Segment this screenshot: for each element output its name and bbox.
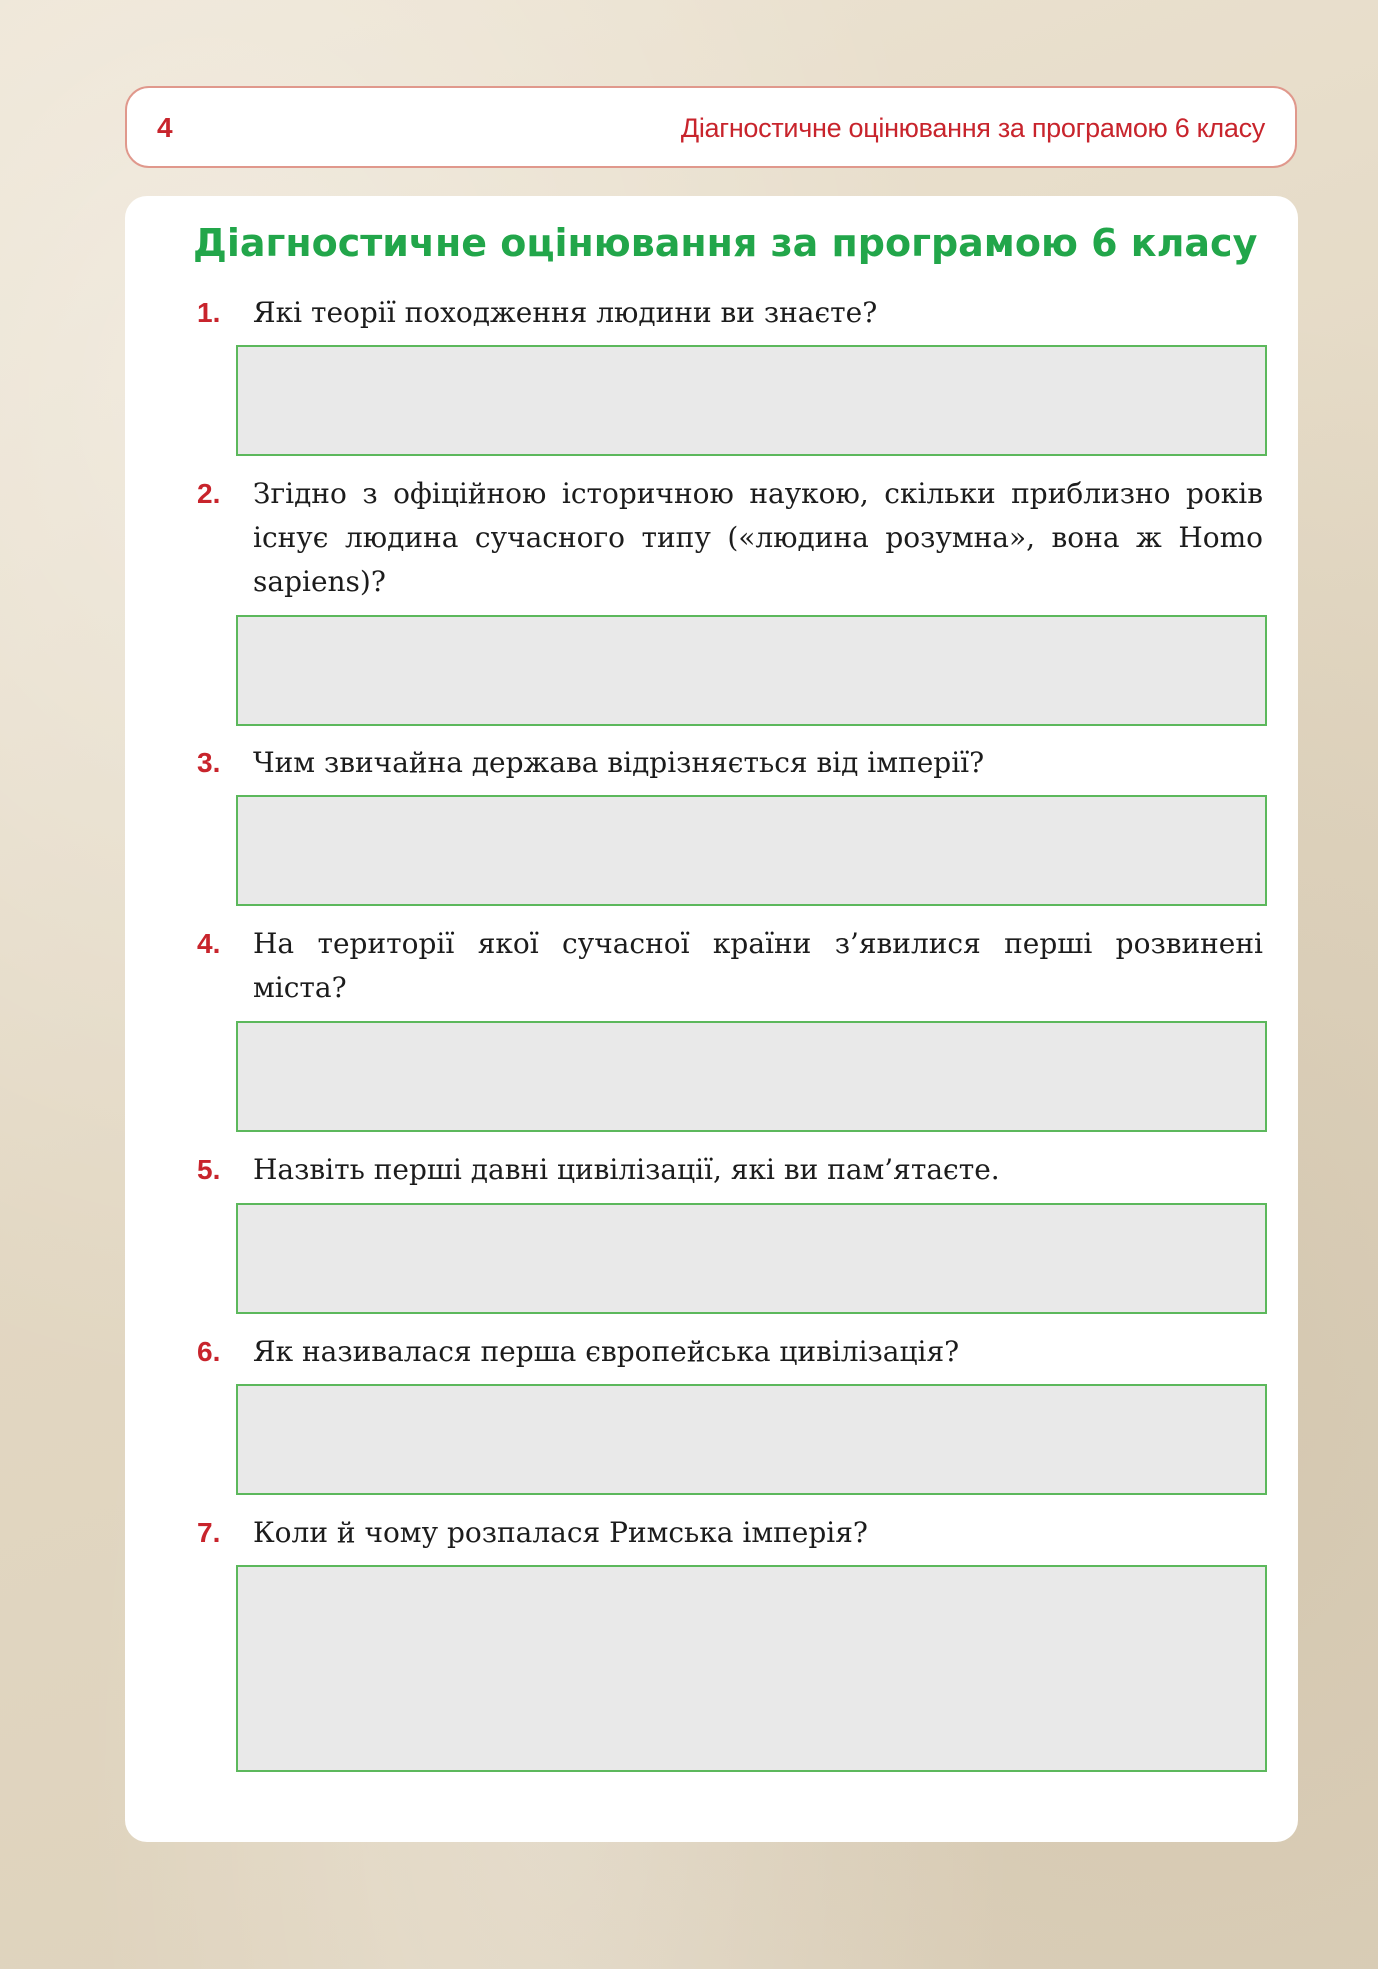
question-number: 4.: [197, 928, 221, 959]
answer-box-3[interactable]: [236, 795, 1267, 906]
question-number: 2.: [197, 478, 221, 509]
running-title: Діагностичне оцінювання за програмою 6 класу: [680, 113, 1265, 143]
question-text: Назвіть перші давні цивілізації, які ви пам’ятаєте.: [253, 1153, 1000, 1186]
answer-box-2[interactable]: [236, 615, 1267, 726]
question-text: Чим звичайна держава відрізняється від імперії?: [253, 746, 985, 779]
answer-box-7[interactable]: [236, 1565, 1267, 1772]
question-number: 6.: [197, 1336, 221, 1367]
question-text: Як називалася перша європейська цивілізація?: [253, 1335, 960, 1368]
worksheet-card: [125, 196, 1298, 1842]
answer-box-1[interactable]: [236, 345, 1267, 456]
question-text: Які теорії походження людини ви знаєте?: [253, 296, 878, 329]
question-number: 3.: [197, 747, 221, 778]
answer-box-6[interactable]: [236, 1384, 1267, 1495]
page-number: 4: [157, 112, 173, 143]
running-header: [125, 86, 1297, 168]
question-text: Коли й чому розпалася Римська імперія?: [253, 1516, 868, 1549]
question-text: На території якої сучасної країни з’явилися перші розвинені міста?: [253, 927, 1263, 1004]
question-number: 7.: [197, 1517, 221, 1548]
answer-box-5[interactable]: [236, 1203, 1267, 1314]
page-title: Діагностичне оцінювання за програмою 6 класу: [193, 221, 1258, 265]
question-number: 1.: [197, 297, 221, 328]
question-number: 5.: [197, 1154, 221, 1185]
question-text: Згідно з офіційною історичною наукою, скільки приблизно років існує людина сучасного типу («людина розумна», вона ж Homo sapiens)?: [253, 477, 1263, 598]
answer-box-4[interactable]: [236, 1021, 1267, 1132]
